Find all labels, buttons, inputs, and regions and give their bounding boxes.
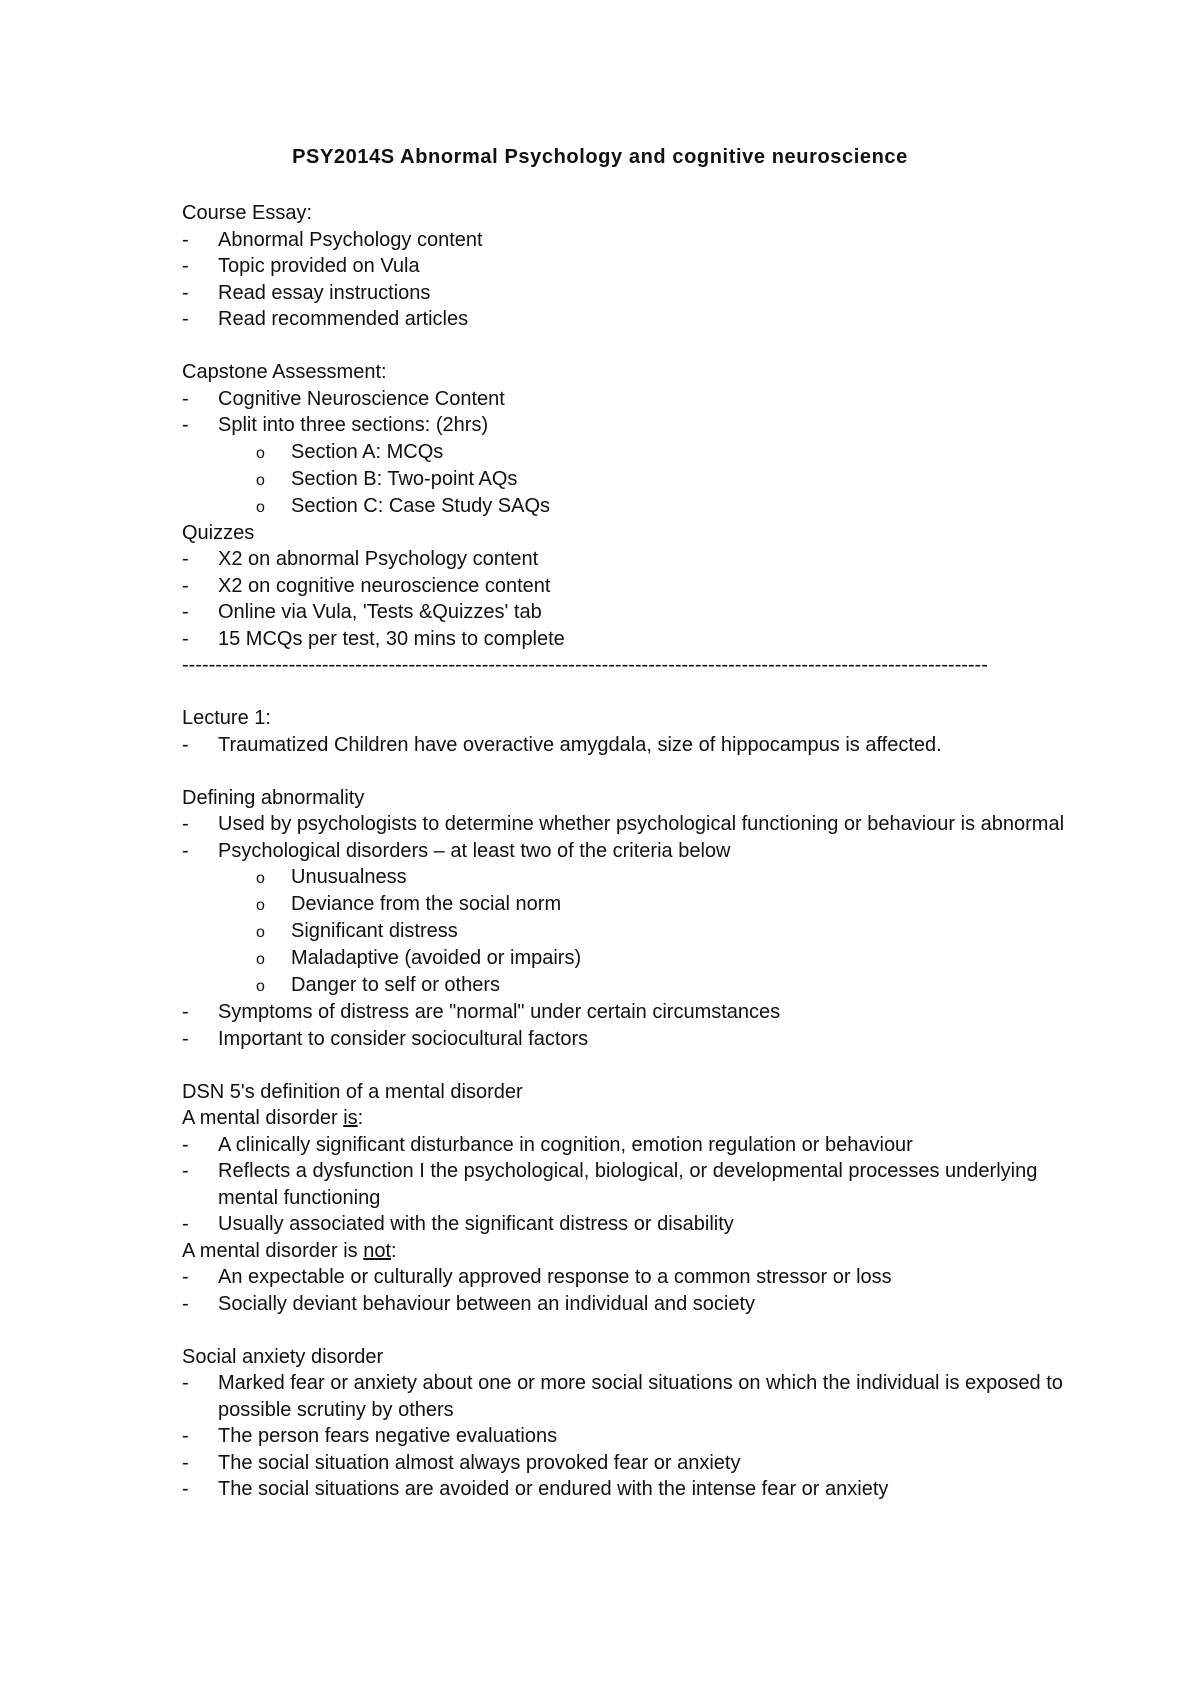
dashed-divider: ------------------------------------------------------------------------------------------------------------------------- [182, 654, 988, 676]
bullet-circle: o [256, 870, 265, 887]
bullet-dash: - [182, 601, 189, 623]
dsm-is-line: A mental disorder is: [182, 1107, 364, 1129]
sub-list-item: o Significant distress [182, 918, 1082, 945]
bullet-dash: - [182, 1266, 189, 1288]
spacer [182, 679, 1082, 706]
underlined-is: is [343, 1107, 358, 1129]
list-item: - The social situations are avoided or endured with the intense fear or anxiety [182, 1476, 1082, 1503]
list-item: - Read recommended articles [182, 306, 1082, 333]
list-item: - Read essay instructions [182, 280, 1082, 307]
sub-list-item: o Deviance from the social norm [182, 891, 1082, 918]
bullet-dash: - [182, 308, 189, 330]
bullet-dash: - [182, 1027, 189, 1050]
dsm-not-line: A mental disorder is not: [182, 1239, 397, 1262]
course-essay-heading: Course Essay: [182, 202, 313, 224]
bullet-dash: - [182, 1160, 189, 1182]
bullet-dash: - [182, 1001, 189, 1023]
bullet-dash: - [182, 1478, 189, 1500]
bullet-dash: - [182, 1425, 189, 1447]
bullet-dash: - [182, 574, 189, 597]
sub-list-item: o Unusualness [182, 864, 1082, 891]
spacer [182, 333, 1082, 360]
bullet-dash: - [182, 255, 189, 277]
list-item: - Traumatized Children have overactive amygdala, size of hippocampus is affected. [182, 732, 1082, 759]
bullet-dash: - [182, 1292, 189, 1315]
list-item: - The social situation almost always provoked fear or anxiety [182, 1450, 1082, 1477]
underlined-not: not [363, 1239, 392, 1262]
document-title: PSY2014S Abnormal Psychology and cognitive neuroscience [292, 146, 908, 168]
spacer [182, 758, 1082, 785]
list-item: - 15 MCQs per test, 30 mins to complete [182, 626, 1082, 653]
bullet-dash: - [182, 1213, 189, 1235]
bullet-dash: - [182, 228, 189, 251]
bullet-circle: o [256, 498, 265, 516]
list-item: - Cognitive Neuroscience Content [182, 386, 1082, 413]
bullet-dash: - [182, 627, 189, 650]
capstone-heading: Capstone Assessment: [182, 361, 387, 383]
bullet-circle: o [256, 897, 265, 914]
list-item: - X2 on abnormal Psychology content [182, 546, 1082, 573]
list-item: - A clinically significant disturbance in cognition, emotion regulation or behaviour [182, 1132, 1082, 1159]
bullet-circle: o [256, 444, 265, 462]
list-item: - Marked fear or anxiety about one or more social situations on which the individual is exposed to possible scrutiny by others [182, 1372, 1063, 1421]
list-item: - Split into three sections: (2hrs) [182, 412, 1082, 439]
list-item: - Topic provided on Vula [182, 253, 1082, 280]
bullet-dash: - [182, 1372, 189, 1394]
bullet-dash: - [182, 839, 189, 862]
list-item: - An expectable or culturally approved response to a common stressor or loss [182, 1264, 1082, 1291]
bullet-circle: o [256, 978, 265, 995]
document-body [182, 200, 1082, 1503]
bullet-dash: - [182, 1451, 189, 1474]
bullet-circle: o [256, 951, 265, 968]
defining-heading: Defining abnormality [182, 786, 365, 809]
social-anxiety-heading: Social anxiety disorder [182, 1345, 384, 1368]
sub-list-item: o Section C: Case Study SAQs [182, 493, 1082, 520]
bullet-dash: - [182, 281, 189, 304]
list-item: - Socially deviant behaviour between an individual and society [182, 1291, 1082, 1318]
sub-list-item: o Maladaptive (avoided or impairs) [182, 945, 1082, 972]
list-item: - The person fears negative evaluations [182, 1423, 1082, 1450]
dsm-heading: DSN 5's definition of a mental disorder [182, 1080, 523, 1103]
list-item: - Used by psychologists to determine whether psychological functioning or behaviour is abnormal [182, 811, 1082, 838]
sub-list-item: o Section A: MCQs [182, 439, 1082, 466]
bullet-dash: - [182, 548, 189, 570]
list-item: - Important to consider sociocultural factors [182, 1026, 1082, 1053]
list-item: - Usually associated with the significant distress or disability [182, 1211, 1082, 1238]
bullet-dash: - [182, 733, 189, 756]
list-item: - Reflects a dysfunction I the psychological, biological, or developmental processes underlying mental functioning [182, 1160, 1038, 1209]
bullet-dash: - [182, 414, 189, 436]
bullet-dash: - [182, 813, 189, 835]
list-item: - Online via Vula, 'Tests &Quizzes' tab [182, 599, 1082, 626]
bullet-dash: - [182, 1133, 189, 1156]
bullet-circle: o [256, 471, 265, 489]
sub-list-item: o Danger to self or others [182, 972, 1082, 999]
list-item: - Symptoms of distress are "normal" under certain circumstances [182, 999, 1082, 1026]
list-item: - Abnormal Psychology content [182, 227, 1082, 254]
spacer [182, 1052, 1082, 1079]
sub-list-item: o Section B: Two-point AQs [182, 466, 1082, 493]
lecture1-heading: Lecture 1: [182, 707, 271, 729]
list-item: - X2 on cognitive neuroscience content [182, 573, 1082, 600]
spacer [182, 1317, 1082, 1344]
quizzes-heading: Quizzes [182, 521, 255, 544]
list-item: - Psychological disorders – at least two of the criteria below [182, 838, 1082, 865]
bullet-circle: o [256, 924, 265, 941]
bullet-dash: - [182, 387, 189, 410]
